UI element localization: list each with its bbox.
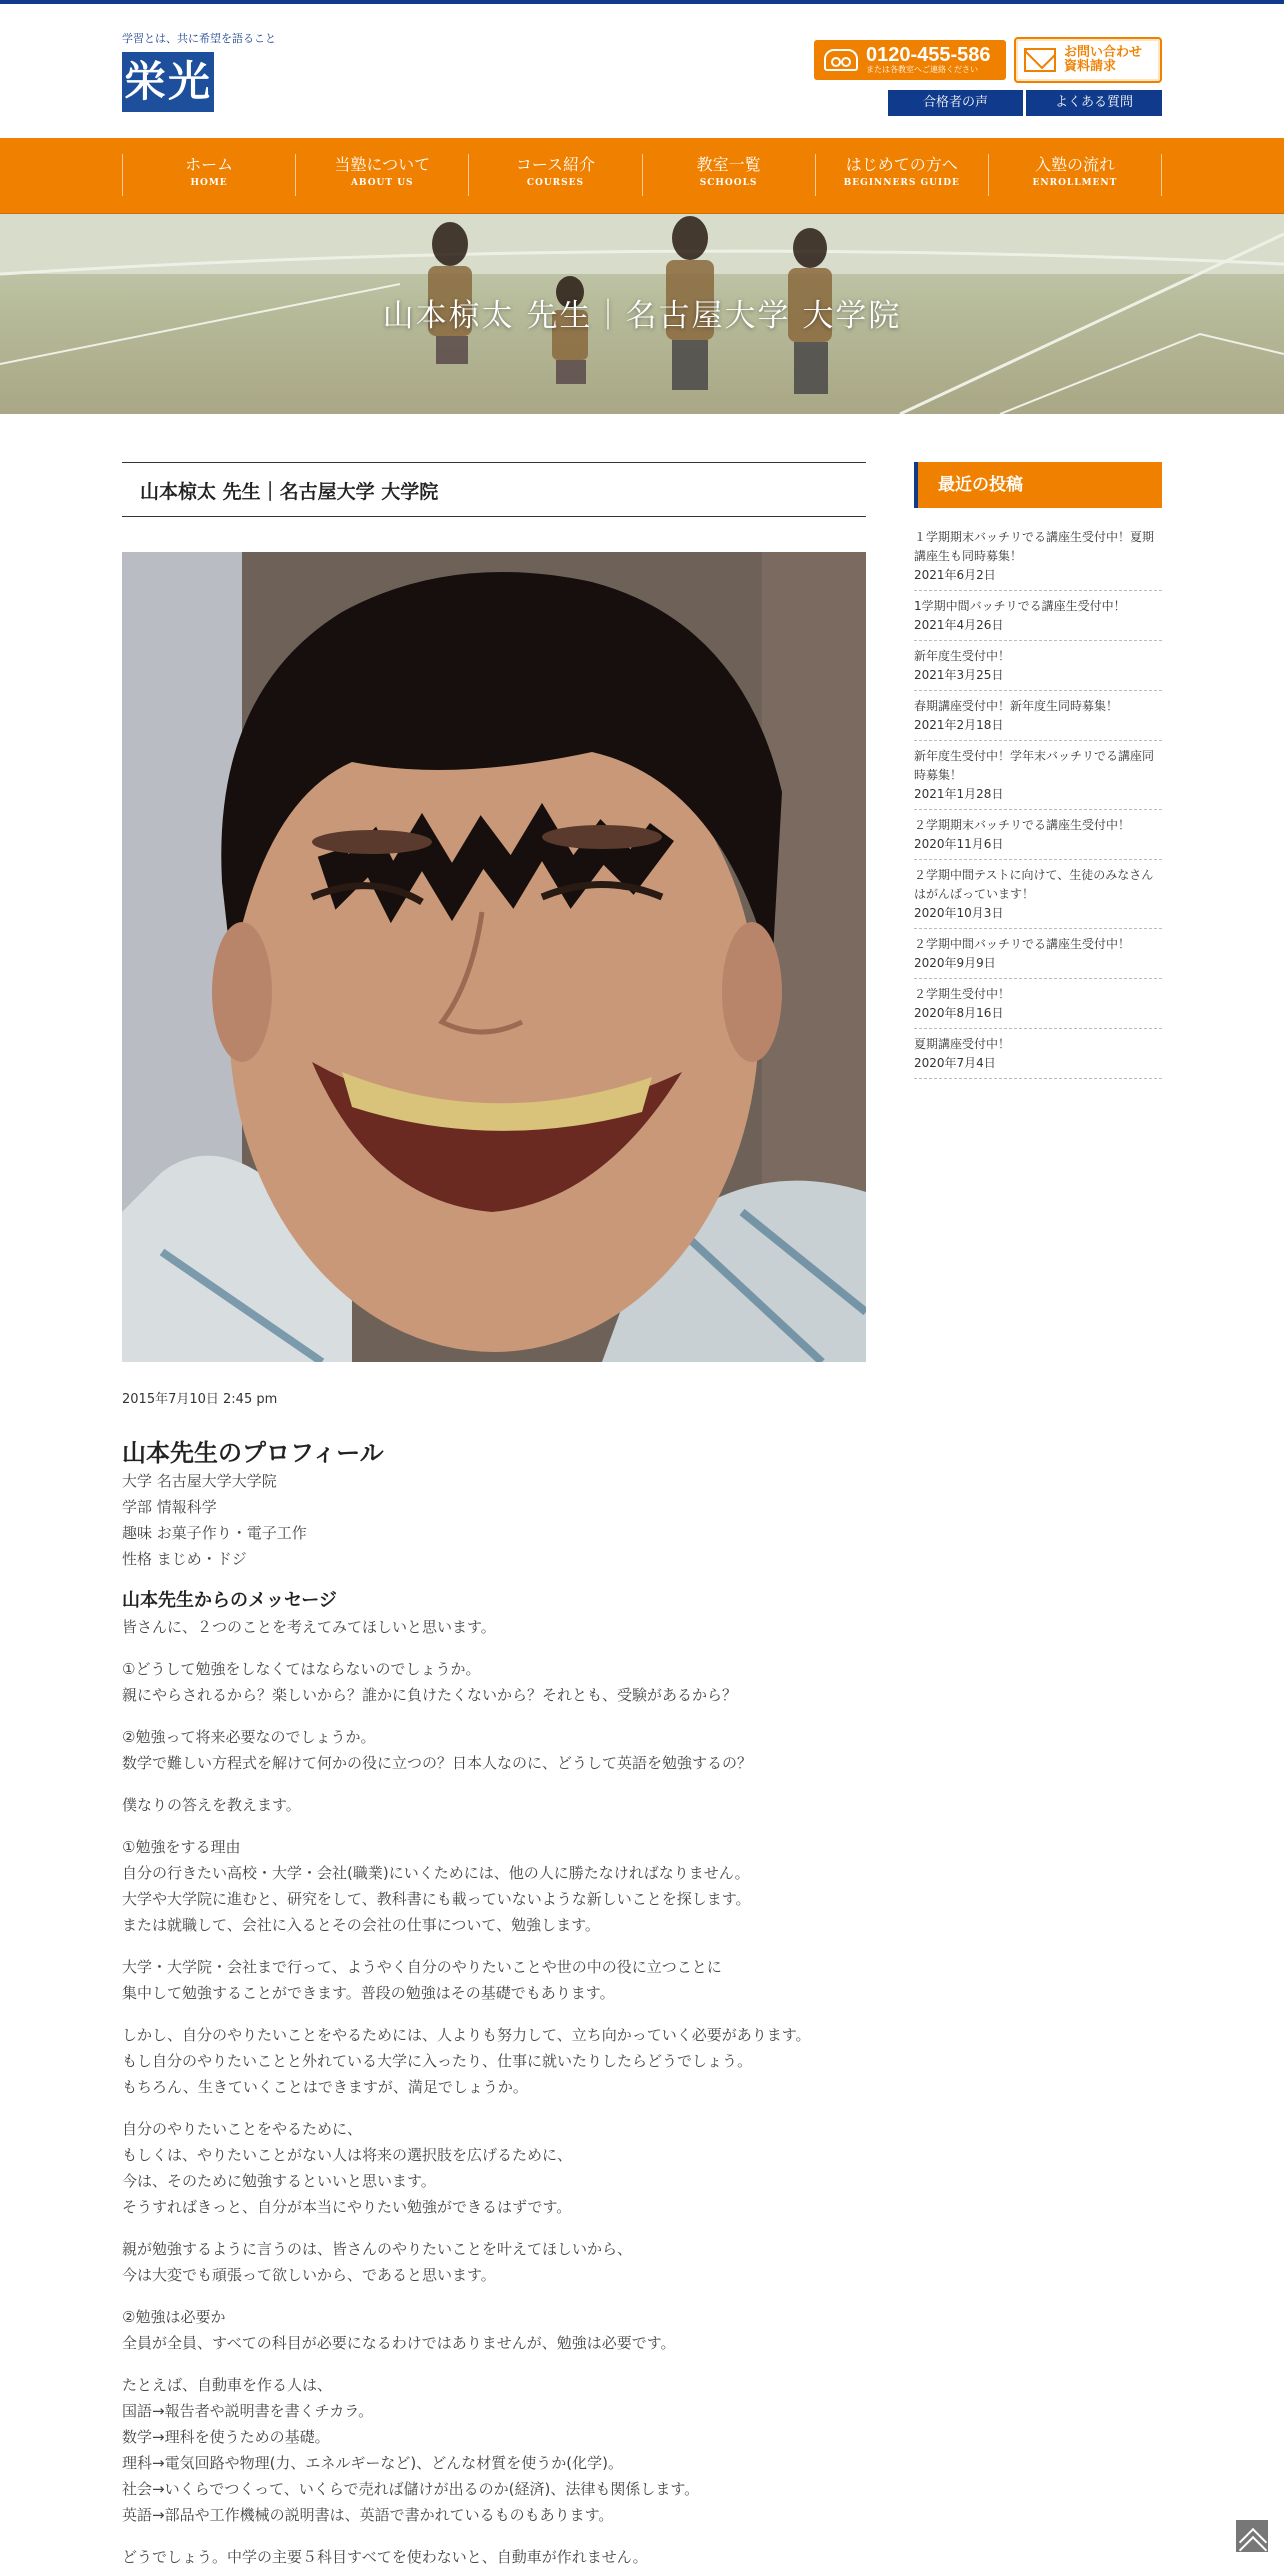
nav-sublabel: COURSES xyxy=(526,178,585,188)
message-line: 社会→いくらでつくって、いくらで売れば儲けが出るのか(経済)、法律も関係します。 xyxy=(122,2480,700,2498)
message-paragraph xyxy=(122,2544,866,2568)
message-line: もちろん、生きていくことはできますが、満足でしょうか。 xyxy=(122,2078,528,2096)
recent-post-date: 2020年9月9日 xyxy=(914,956,996,970)
nav-item-home[interactable] xyxy=(122,154,295,196)
free-dial-icon xyxy=(824,49,858,71)
message-paragraph xyxy=(122,1834,866,1938)
message-line: 英語→部品や工作機械の説明書は、英語で書かれているものもあります。 xyxy=(122,2506,614,2524)
profile-personality: 性格 まじめ・ドジ xyxy=(122,1550,247,1568)
nav-sublabel: SCHOOLS xyxy=(699,178,758,188)
recent-post-item[interactable] xyxy=(914,522,1162,591)
hero-banner xyxy=(0,214,1284,414)
message-line: 数学→理科を使うための基礎。 xyxy=(122,2428,330,2446)
success-voice-link[interactable]: 合格者の声 xyxy=(888,90,1023,116)
message-line: 皆さんに、２つのことを考えてみてほしいと思います。 xyxy=(122,1618,496,1636)
message-line: もしくは、やりたいことがない人は将来の選択肢を広げるために、 xyxy=(122,2146,573,2164)
message-line: ②勉強って将来必要なのでしょうか。 xyxy=(122,1728,376,1746)
profile-faculty: 学部 情報科学 xyxy=(122,1498,217,1516)
recent-post-item[interactable] xyxy=(914,1029,1162,1079)
nav-item-about[interactable] xyxy=(295,154,468,196)
site-logo[interactable] xyxy=(122,30,276,112)
recent-post-item[interactable] xyxy=(914,860,1162,929)
recent-post-title[interactable]: ２学期期末バッチリでる講座生受付中！ xyxy=(914,818,1131,832)
recent-post-item[interactable] xyxy=(914,929,1162,979)
free-dial-button[interactable] xyxy=(814,40,1006,80)
message-line: 集中して勉強することができます。普段の勉強はその基礎でもあります。 xyxy=(122,1984,615,2002)
nav-label: 当塾について xyxy=(334,155,431,174)
sidebar xyxy=(914,462,1162,1079)
faq-link[interactable]: よくある質問 xyxy=(1026,90,1162,116)
message-line: ①勉強をする理由 xyxy=(122,1838,241,1856)
recent-post-date: 2020年8月16日 xyxy=(914,1006,1004,1020)
recent-post-item[interactable] xyxy=(914,691,1162,741)
message-paragraph xyxy=(122,1724,866,1776)
logo-mark: 栄光 xyxy=(122,52,214,112)
nav-item-courses[interactable] xyxy=(468,154,641,196)
nav-label: はじめての方へ xyxy=(845,155,958,174)
message-body xyxy=(122,1614,866,2568)
message-line: または就職して、会社に入るとその会社の仕事について、勉強します。 xyxy=(122,1916,600,1934)
message-paragraph xyxy=(122,1656,866,1708)
recent-posts-list xyxy=(914,522,1162,1079)
global-nav xyxy=(0,138,1284,214)
recent-post-date: 2021年2月18日 xyxy=(914,718,1004,732)
main-column xyxy=(122,462,866,2568)
post-date: 2015年7月10日 2:45 pm xyxy=(122,1392,278,1407)
header-sub-links xyxy=(888,90,1162,116)
page-top-icon[interactable] xyxy=(1236,2520,1268,2552)
message-line: たとえば、自動車を作る人は、 xyxy=(122,2376,333,2394)
message-line: しかし、自分のやりたいことをやるためには、人よりも努力して、立ち向かっていく必要があります。 xyxy=(122,2026,811,2044)
contact-button[interactable] xyxy=(1014,37,1162,83)
mail-icon xyxy=(1024,48,1056,72)
hero-title: 山本椋太 先生｜名古屋大学 大学院 xyxy=(382,298,902,334)
content-area xyxy=(0,414,1284,2568)
message-line: そうすればきっと、自分が本当にやりたい勉強ができるはずです。 xyxy=(122,2198,572,2216)
message-line: 親にやらされるから？楽しいから？誰かに負けたくないから？それとも、受験があるから？ xyxy=(122,1686,738,1704)
recent-post-title[interactable]: 1学期中間バッチリでる講座生受付中！ xyxy=(914,599,1126,613)
profile-university: 大学 名古屋大学大学院 xyxy=(122,1472,277,1490)
nav-item-schools[interactable] xyxy=(642,154,815,196)
tel-number: 0120-455-586 xyxy=(866,44,991,66)
message-line: どうでしょう。中学の主要５科目すべてを使わないと、自動車が作れません。 xyxy=(122,2548,648,2566)
message-line: ②勉強は必要か xyxy=(122,2308,226,2326)
site-header xyxy=(0,4,1284,138)
contact-label: お問い合わせ xyxy=(1064,45,1143,60)
message-line: 親が勉強するように言うのは、皆さんのやりたいことを叶えてほしいから、 xyxy=(122,2240,633,2258)
logo-tagline: 学習とは、共に希望を語ること xyxy=(122,32,276,45)
message-paragraph xyxy=(122,2372,866,2528)
message-line: ①どうして勉強をしなくてはならないのでしょうか。 xyxy=(122,1660,481,1678)
nav-label: 入塾の流れ xyxy=(1034,155,1115,174)
nav-label: コース紹介 xyxy=(515,155,596,174)
message-line: 大学や大学院に進むと、研究をして、教科書にも載っていないような新しいことを探します。 xyxy=(122,1890,751,1908)
message-line: 全員が全員、すべての科目が必要になるわけではありませんが、勉強は必要です。 xyxy=(122,2334,676,2352)
recent-post-title[interactable]: ２学期生受付中！ xyxy=(914,987,1011,1001)
nav-item-beginners[interactable] xyxy=(815,154,988,196)
recent-post-date: 2021年4月26日 xyxy=(914,618,1004,632)
recent-post-item[interactable] xyxy=(914,641,1162,691)
recent-post-title[interactable]: １学期期末バッチリでる講座生受付中！夏期講座生も同時募集！ xyxy=(914,530,1155,563)
recent-post-date: 2021年6月2日 xyxy=(914,568,996,582)
message-line: もし自分のやりたいことと外れている大学に入ったり、仕事に就いたりしたらどうでしょう。 xyxy=(122,2052,753,2070)
nav-sublabel: BEGINNERS GUIDE xyxy=(843,178,960,188)
profile-hobby: 趣味 お菓子作り・電子工作 xyxy=(122,1524,307,1542)
recent-post-date: 2020年7月4日 xyxy=(914,1056,996,1070)
message-line: 大学・大学院・会社まで行って、ようやく自分のやりたいことや世の中の役に立つことに xyxy=(122,1958,722,1976)
recent-post-title[interactable]: 新年度生受付中！学年末バッチリでる講座同時募集！ xyxy=(914,749,1155,782)
message-paragraph xyxy=(122,1614,866,1640)
recent-post-title[interactable]: 夏期講座受付中！ xyxy=(914,1037,1011,1051)
recent-post-item[interactable] xyxy=(914,591,1162,641)
message-paragraph xyxy=(122,2116,866,2220)
post-title: 山本椋太 先生｜名古屋大学 大学院 xyxy=(122,462,866,517)
message-paragraph xyxy=(122,1792,866,1818)
message-line: 数学で難しい方程式を解けて何かの役に立つの？日本人なのに、どうして英語を勉強するの？ xyxy=(122,1754,753,1772)
message-line: 自分のやりたいことをやるために、 xyxy=(122,2120,363,2138)
tel-note: または各教室へご連絡ください xyxy=(866,65,978,74)
message-line: 僕なりの答えを教えます。 xyxy=(122,1796,301,1814)
request-label: 資料請求 xyxy=(1064,59,1117,74)
recent-post-date: 2021年1月28日 xyxy=(914,787,1004,801)
nav-label: ホーム xyxy=(185,155,234,174)
teacher-portrait-image xyxy=(122,552,866,1362)
nav-label: 教室一覧 xyxy=(696,155,761,174)
message-line: 理科→電気回路や物理(力、エネルギーなど)、どんな材質を使うか(化学)。 xyxy=(122,2454,623,2472)
message-heading: 山本先生からのメッセージ xyxy=(122,1590,337,1611)
message-paragraph xyxy=(122,2304,866,2356)
message-paragraph xyxy=(122,2236,866,2288)
recent-post-date: 2020年10月3日 xyxy=(914,906,1004,920)
message-line: 今は大変でも頑張って欲しいから、であると思います。 xyxy=(122,2266,496,2284)
message-line: 国語→報告者や説明書を書くチカラ。 xyxy=(122,2402,374,2420)
recent-posts-heading: 最近の投稿 xyxy=(914,462,1162,508)
recent-post-item[interactable] xyxy=(914,741,1162,810)
nav-sublabel: HOME xyxy=(190,178,228,188)
recent-post-title[interactable]: 春期講座受付中！新年度生同時募集！ xyxy=(914,699,1119,713)
recent-post-title[interactable]: 新年度生受付中！ xyxy=(914,649,1011,663)
recent-post-title[interactable]: ２学期中間バッチリでる講座生受付中！ xyxy=(914,937,1131,951)
recent-post-item[interactable] xyxy=(914,979,1162,1029)
recent-post-date: 2020年11月6日 xyxy=(914,837,1004,851)
message-line: 今は、そのために勉強するといいと思います。 xyxy=(122,2172,436,2190)
recent-post-date: 2021年3月25日 xyxy=(914,668,1004,682)
message-paragraph xyxy=(122,1954,866,2006)
nav-sublabel: ABOUT US xyxy=(350,178,414,188)
nav-sublabel: ENROLLMENT xyxy=(1032,178,1118,188)
message-paragraph xyxy=(122,2022,866,2100)
recent-post-title[interactable]: ２学期中間テストに向けて、生徒のみなさんはがんばっています！ xyxy=(914,868,1154,901)
recent-post-item[interactable] xyxy=(914,810,1162,860)
profile-heading: 山本先生のプロフィール xyxy=(122,1439,384,1467)
teacher-photo xyxy=(122,552,866,1362)
message-line: 自分の行きたい高校・大学・会社(職業)にいくためには、他の人に勝たなければなりません。 xyxy=(122,1864,750,1882)
nav-item-enrollment[interactable] xyxy=(988,154,1162,196)
